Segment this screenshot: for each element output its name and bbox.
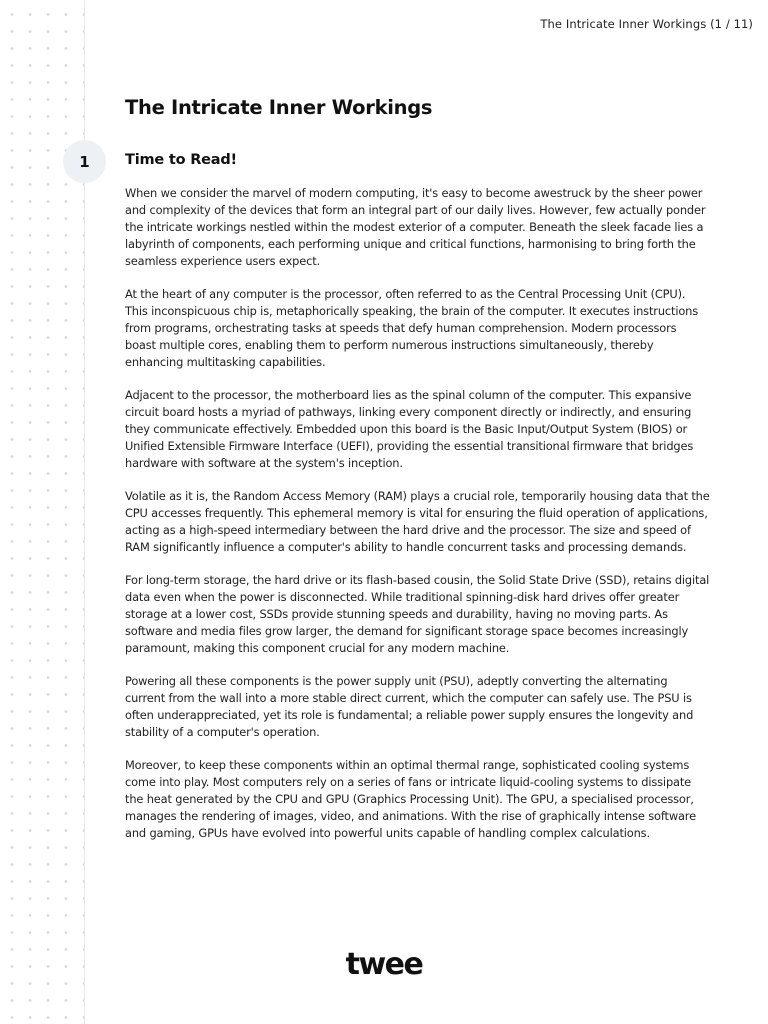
paragraph: Powering all these components is the power supply unit (PSU), adeptly converting the alternating current from the wall into a more stable direct current, which the computer can safely use. The PSU is often underappreciated, yet its role is fundamental; a reliable power supply ensures the longevity and stability of a computer's operation. — [125, 674, 694, 739]
body-text — [125, 185, 710, 858]
paragraph: At the heart of any computer is the processor, often referred to as the Central Processing Unit (CPU). This inconspicuous chip is, metaphorically speaking, the brain of the computer. It executes instructions from programs, orchestrating tasks at speeds that defy human comprehension. Modern processors boast multiple cores, enabling them to perform numerous instructions simultaneously, thereby enhancing multitasking capabilities. — [125, 287, 699, 369]
paragraph: For long-term storage, the hard drive or its flash-based cousin, the Solid State Drive (SSD), retains digital data even when the power is disconnected. While traditional spinning-disk hard drives offer greater storage at a lower cost, SSDs provide stunning speeds and durability, having no moving parts. As software and media files grow larger, the demand for significant storage space becomes increasingly paramount, making this component crucial for any modern machine. — [125, 573, 710, 655]
paragraph: Volatile as it is, the Random Access Memory (RAM) plays a crucial role, temporarily housing data that the CPU accesses frequently. This ephemeral memory is vital for ensuring the fluid operation of applications, acting as a high-speed intermediary between the hard drive and the processor. The size and speed of RAM significantly influence a computer's ability to handle concurrent tasks and processing demands. — [125, 489, 710, 554]
section-number-badge: 1 — [63, 140, 106, 183]
document-title: The Intricate Inner Workings — [125, 96, 433, 119]
page-indicator: (1 / 11) — [710, 17, 753, 31]
paragraph: Moreover, to keep these components within an optimal thermal range, sophisticated cooling systems come into play. Most computers rely on a series of fans or intricate liquid-cooling systems to dissipate the heat generated by the CPU and GPU (Graphics Processing Unit). The GPU, a specialised processor, manages the rendering of images, video, and animations. With the rise of graphically intense software and gaming, GPUs have evolved into powerful units capable of handling complex calculations. — [125, 758, 696, 840]
paragraph: Adjacent to the processor, the motherboard lies as the spinal column of the computer. This expansive circuit board hosts a myriad of pathways, linking every component directly or indirectly, and ensuring they communicate effectively. Embedded upon this board is the Basic Input/Output System (BIOS) or Unified Extensible Firmware Interface (UEFI), providing the essential transitional firmware that bridges hardware with software at the system's inception. — [125, 388, 694, 470]
brand-logo: twee — [345, 947, 423, 982]
running-header — [540, 17, 753, 31]
section-heading: Time to Read! — [125, 152, 237, 168]
paragraph: When we consider the marvel of modern computing, it's easy to become awestruck by the sheer power and complexity of the devices that form an integral part of our daily lives. However, few actually ponder the intricate workings nestled within the modest exterior of a computer. Beneath the sleek facade lies a labyrinth of components, each performing unique and critical functions, harmonising to bring forth the seamless experience users expect. — [125, 186, 706, 268]
running-header-title: The Intricate Inner Workings — [540, 17, 707, 31]
